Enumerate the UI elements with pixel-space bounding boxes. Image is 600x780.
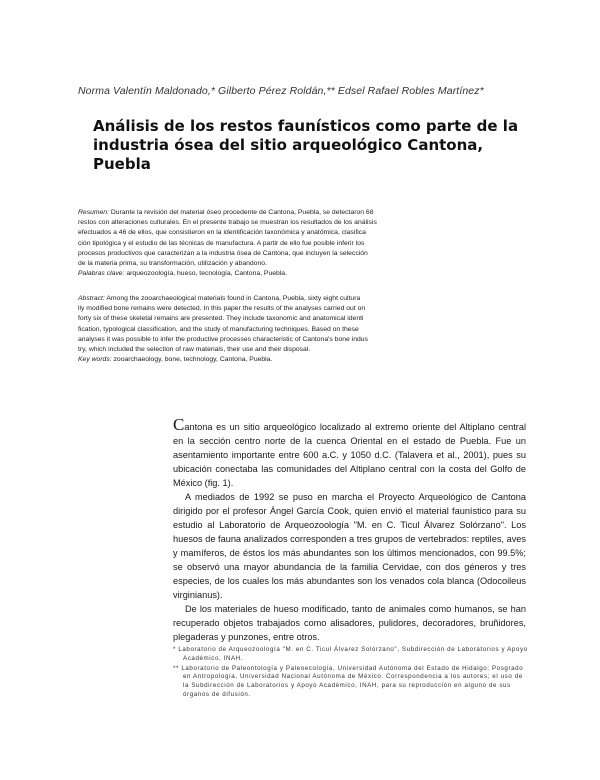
body-paragraph-1-text: antona es un sitio arqueológico localizado al extremo oriente del Altiplano central en la sección centro norte de la cuenca Oriental en el estado de Puebla. Fue un asentamiento importante entre 600 a.C. y 1050 d.C. (Talavera et al., 2001), pues su ubicación conectaba las comunidades del Altiplano central con la costa del Golfo de México (fig. 1).: [173, 422, 526, 488]
footnote-1: * Laboratorio de Arqueozoología "M. en C. Ticul Álvarez Solórzano", Subdirección de Laboratorios y Apoyo Académico, INAH.: [173, 646, 528, 662]
abstract-line: analyses it was possible to infer the productive processes characteristic of Cantona's bone indus: [78, 335, 368, 343]
drop-cap: C: [173, 415, 185, 434]
abstract-label: Abstract:: [78, 295, 105, 302]
body-paragraph-1: [173, 415, 526, 490]
abstract-line: forty six of these skeletal remains are presented. They include taxonomic and anatomical identi: [78, 315, 364, 323]
resumen-line: procesos productivos que caracterizan a la industria ósea de Cantona, que incluyen la selección: [78, 249, 368, 257]
abstract-block: [78, 294, 438, 365]
resumen-line: Durante la revisión del material óseo procedente de Cantona, Puebla, se detectaron 68: [110, 209, 374, 216]
body-paragraph-2: A mediados de 1992 se puso en marcha el Proyecto Arqueológico de Cantona dirigido por el profesor Ángel García Cook, quien envió el material faunístico para su estudio al Laboratorio de Arqueozoología "M. en C. Ticul Álvarez Solórzano". Los huesos de fauna analizados corresponden a tres grupos de vertebrados: reptiles, aves y mamíferos, de éstos los más abundantes son los últimos mencionados, con 99.5%; se observó una mayor abundancia de la familia Cervidae, con dos géneros y tres especies, de los cuales los más abundantes son los venados cola blanca (Odocoileus virginianus).: [173, 492, 526, 600]
abstract-line: try, which included the selection of raw materials, their use and their disposal.: [78, 346, 311, 354]
key-words-text: zooarchaeology, bone, technology, Cantona, Puebla.: [113, 356, 273, 364]
resumen-line: restos con alteraciones culturales. En el presente trabajo se muestran los resultados de los análisis: [78, 219, 377, 227]
footnotes: [173, 646, 528, 701]
title-line-1: Análisis de los restos faunísticos como parte de la: [93, 117, 519, 135]
footnote-2: ** Laboratorio de Paleontología y Paleoecología, Universidad Autónoma del Estado de Hidalgo; Posgrado en Antropología, Universidad Nacional Autónoma de México. Correspondencia a los autores; el uso de la Subdirección de Laboratorios y Apoyo Académico, INAH, para su reproducción en alguno de sus órganos de difusión.: [173, 664, 524, 698]
article-body: [173, 415, 526, 644]
abstract-line: lly modified bone remains were detected. In this paper the results of the analyses carried out on: [78, 305, 366, 313]
resumen-line: de la materia prima, su transformación, utilización y abandono.: [78, 260, 267, 268]
resumen-line: ción tipológica y el estudio de las técnicas de manufactura. A partir de ello fue posible inferir los: [78, 239, 365, 247]
resumen-label: Resumen:: [78, 209, 109, 216]
resumen-line: efectuados a 46 de ellos, que consistieron en la identificación taxonómica y anatómica, clasifica: [78, 229, 366, 237]
abstract-line: fication, typological classification, and the study of manufacturing techniques. Based on these: [78, 325, 359, 333]
body-paragraph-3: De los materiales de hueso modificado, tanto de animales como humanos, se han recuperado objetos trabajados como alisadores, pulidores, decoradores, bruñidores, plegaderas y punzones, entre otros.: [173, 604, 526, 642]
article-title: [93, 117, 533, 174]
title-line-2: industria ósea del sitio arqueológico Cantona, Puebla: [93, 136, 484, 173]
abstract-line: Among the zooarchaeological materials found in Cantona, Puebla, sixty eight cultura: [106, 295, 361, 302]
resumen-block: [78, 208, 438, 279]
key-words-label: Key words:: [78, 356, 112, 364]
authors-line: Norma Valentín Maldonado,* Gilberto Pérez Roldán,** Edsel Rafael Robles Martínez*: [78, 85, 484, 97]
palabras-clave-text: arqueozoología, hueso, tecnología, Cantona, Puebla.: [126, 270, 287, 278]
palabras-clave-label: Palabras clave:: [78, 270, 125, 278]
